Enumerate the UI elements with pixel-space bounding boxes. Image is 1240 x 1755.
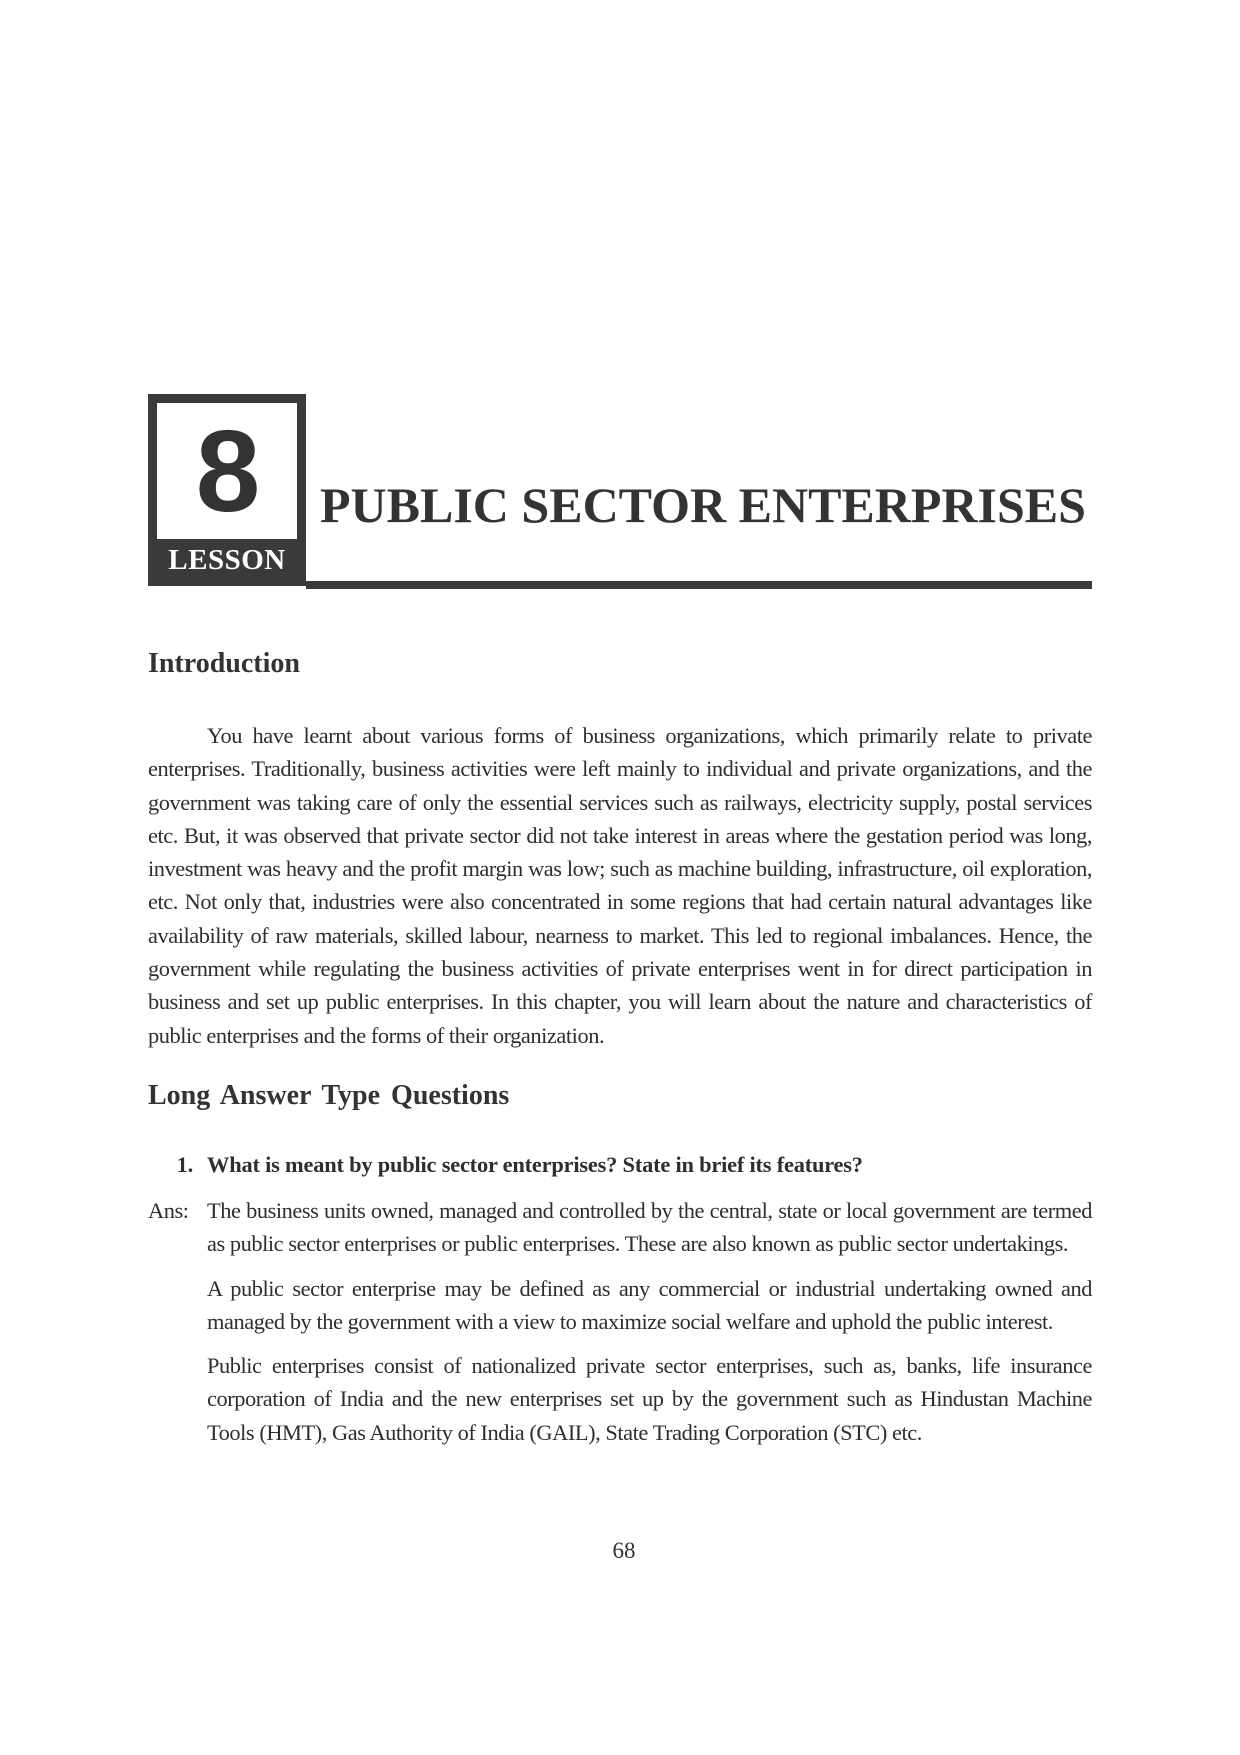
question-1 — [148, 1148, 1092, 1181]
long-answer-heading: Long Answer Type Questions — [148, 1080, 510, 1111]
lesson-badge — [148, 394, 306, 586]
answer-1 — [207, 1194, 1092, 1460]
introduction-heading: Introduction — [148, 648, 300, 679]
title-underline — [306, 581, 1092, 589]
question-number: 1. — [176, 1152, 193, 1177]
chapter-title: PUBLIC SECTOR ENTERPRISES — [320, 477, 1086, 533]
answer-paragraph: The business units owned, managed and controlled by the central, state or local government are termed as public sector enterprises or public enterprises. These are also known as public sector undertakings. — [207, 1198, 1092, 1257]
lesson-label: LESSON — [168, 544, 286, 576]
introduction-paragraph: You have learnt about various forms of business organizations, which primarily relate to private enterprises. Traditionally, business activities were left mainly to individual and private organizations, and the government was taking care of only the essential services such as railways, electricity supply, postal services etc. But, it was observed that private sector did not take interest in areas where the gestation period was long, investment was heavy and the profit margin was low; such as machine building, infrastructure, oil exploration, etc. Not only that, industries were also concentrated in some regions that had certain natural advantages like availability of raw materials, skilled labour, nearness to market. This led to regional imbalances. Hence, the government while regulating the business activities of private enterprises went in for direct participation in business and set up public enterprises. In this chapter, you will learn about the nature and characteristics of public enterprises and the forms of their organization. — [148, 723, 1092, 1048]
answer-paragraph: Public enterprises consist of nationalized private sector enterprises, such as, banks, life insurance corporation of India and the new enterprises set up by the government such as Hindustan Machine Tools (HMT), Gas Authority of India (GAIL), State Trading Corporation (STC) etc. — [207, 1353, 1092, 1445]
question-text: What is meant by public sector enterprises? State in brief its features? — [207, 1152, 863, 1177]
page-number: 68 — [612, 1538, 636, 1563]
lesson-number: 8 — [195, 406, 259, 536]
lesson-number-box — [157, 403, 297, 539]
answer-paragraph: A public sector enterprise may be defined as any commercial or industrial undertaking owned and managed by the government with a view to maximize social welfare and uphold the public interest. — [207, 1275, 1092, 1334]
answer-label: Ans: — [148, 1198, 189, 1223]
